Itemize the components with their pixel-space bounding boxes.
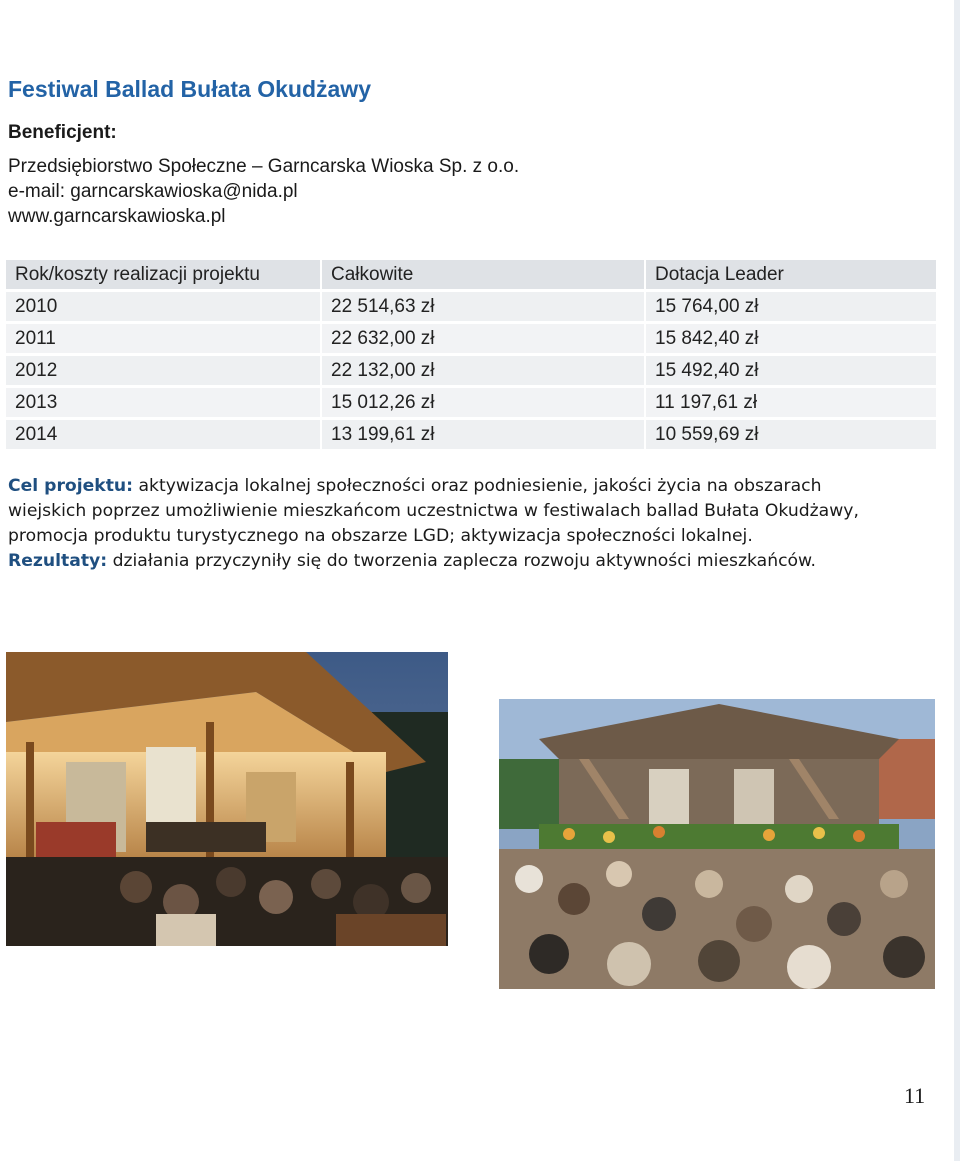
goal-line-2: wiejskich poprzez umożliwienie mieszkańcom uczestnictwa w festiwalach ballad Bułata Okudżawy, [8,501,859,521]
cell-total: 22 132,00 zł [320,356,644,385]
beneficiary-label: Beneficjent: [8,122,117,143]
cell-total: 22 632,00 zł [320,324,644,353]
cell-year: 2013 [6,388,320,417]
goal-text-1: aktywizacja lokalnej społeczności oraz podniesienie, jakości życia na obszarach [133,476,822,496]
cell-total: 22 514,63 zł [320,292,644,321]
table-row [6,388,936,417]
cell-grant: 11 197,61 zł [644,388,936,417]
page-title: Festiwal Ballad Bułata Okudżawy [8,76,371,102]
page-number: 11 [904,1083,926,1108]
header-grant: Dotacja Leader [644,260,936,289]
header-year: Rok/koszty realizacji projektu [6,260,320,289]
cell-grant: 15 492,40 zł [644,356,936,385]
results-label: Rezultaty: [8,551,108,571]
cell-year: 2010 [6,292,320,321]
results-line [8,549,938,574]
header-total: Całkowite [320,260,644,289]
page-edge-strip [954,0,960,1161]
beneficiary-info [8,154,519,229]
cell-year: 2012 [6,356,320,385]
goal-label: Cel projektu: [8,476,134,496]
goal-line-3: promocja produktu turystycznego na obszarze LGD; aktywizacja społeczności lokalnej. [8,526,753,546]
festival-photo-evening-illustration [6,652,448,946]
festival-photo-evening [6,652,448,946]
cell-total: 13 199,61 zł [320,420,644,449]
table-row [6,356,936,385]
beneficiary-website[interactable]: www.garncarskawioska.pl [8,206,226,227]
results-text: działania przyczyniły się do tworzenia zaplecza rozwoju aktywności mieszkańców. [107,551,816,571]
cell-year: 2014 [6,420,320,449]
table-row [6,292,936,321]
cell-grant: 15 842,40 zł [644,324,936,353]
festival-photo-daytime [499,699,935,989]
table-header-row [6,260,936,289]
cell-grant: 15 764,00 zł [644,292,936,321]
cell-total: 15 012,26 zł [320,388,644,417]
cell-year: 2011 [6,324,320,353]
beneficiary-email: e-mail: garncarskawioska@nida.pl [8,181,298,202]
table-row [6,324,936,353]
beneficiary-name: Przedsiębiorstwo Społeczne – Garncarska Wioska Sp. z o.o. [8,156,520,177]
cell-grant: 10 559,69 zł [644,420,936,449]
goal-line-1 [8,474,938,499]
table-row [6,420,936,449]
festival-photo-daytime-illustration [499,699,935,989]
project-description [8,474,938,574]
costs-table [6,257,936,452]
